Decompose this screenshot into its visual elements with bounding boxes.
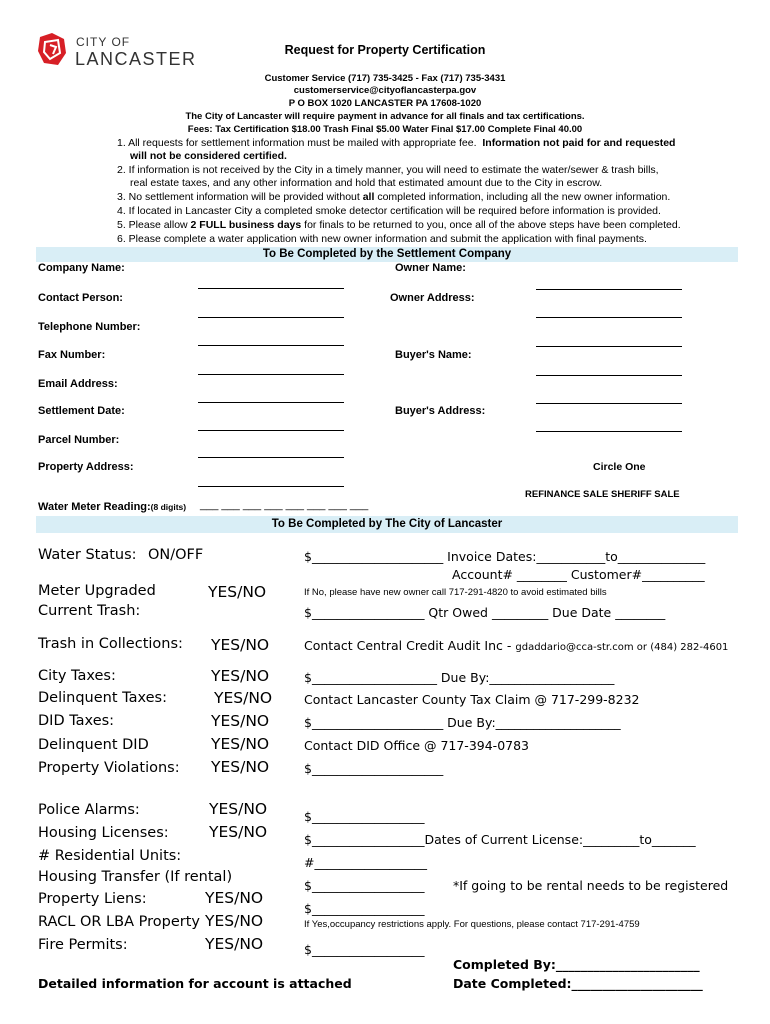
delinquent-taxes-label: Delinquent Taxes: xyxy=(38,690,167,706)
current-trash-label: Current Trash: xyxy=(38,603,141,619)
did-taxes-due-line[interactable]: $_____________________ Due By:____________________ xyxy=(304,715,621,730)
account-line[interactable]: Account# ________ Customer#__________ xyxy=(452,567,705,582)
fire-permits-label: Fire Permits: xyxy=(38,937,128,953)
fax-field[interactable] xyxy=(198,374,344,375)
logo-city-of: CITY OF xyxy=(76,35,131,49)
owner-address-label: Owner Address: xyxy=(390,292,475,304)
service-phone: Customer Service (717) 735-3425 - Fax (717) 735-3431 xyxy=(264,73,506,84)
settlement-heading: To Be Completed by the Settlement Company xyxy=(36,247,738,262)
racl-lba-label: RACL OR LBA Property xyxy=(38,914,200,930)
parcel-number-label: Parcel Number: xyxy=(38,434,120,446)
occupancy-note: If Yes,occupancy restrictions apply. For questions, please contact 717-291-4759 xyxy=(304,919,640,930)
property-violations-yes-no[interactable]: YES/NO xyxy=(211,758,270,776)
racl-lba-yes-no[interactable]: YES/NO xyxy=(205,912,264,930)
water-status-label: Water Status: xyxy=(38,547,137,563)
invoice-line[interactable]: $_____________________ Invoice Dates:___________to______________ xyxy=(304,549,706,564)
fax-label: Fax Number: xyxy=(38,349,106,361)
date-completed[interactable]: Date Completed:_____________________ xyxy=(453,976,703,991)
water-status-value[interactable]: ON/OFF xyxy=(148,547,204,563)
city-heading: To Be Completed by The City of Lancaster xyxy=(36,516,738,533)
rental-note: *If going to be rental needs to be registered xyxy=(453,878,729,893)
instruction-5: 5. Please allow 2 FULL business days for finals to be returned to you, once all of the above steps have been completed. xyxy=(117,219,681,231)
did-taxes-yes-no[interactable]: YES/NO xyxy=(211,712,270,730)
owner-address-field-2[interactable] xyxy=(536,346,682,347)
trash-line[interactable]: $__________________ Qtr Owed _________ Due Date ________ xyxy=(304,605,666,620)
advance-payment: The City of Lancaster will require payment in advance for all finals and tax certifications. xyxy=(185,111,585,122)
meter-reading-blanks[interactable]: ___ ___ ___ ___ ___ ___ ___ ___ xyxy=(200,499,369,511)
buyers-address-field-2[interactable] xyxy=(536,431,682,432)
service-email: customerservice@cityoflancasterpa.gov xyxy=(293,85,477,96)
telephone-label: Telephone Number: xyxy=(38,321,141,333)
owner-name-label: Owner Name: xyxy=(395,262,466,274)
violations-line[interactable]: $_____________________ xyxy=(304,761,444,776)
did-taxes-label: DID Taxes: xyxy=(38,713,115,729)
housing-transfer-line[interactable]: $__________________ xyxy=(304,878,425,893)
water-meter-reading: Water Meter Reading:(8 digits) xyxy=(38,501,187,513)
delinquent-taxes-yes-no[interactable]: YES/NO xyxy=(214,689,273,707)
instruction-2: 2. If information is not received by the City in a timely manner, you will need to estimate the water/sewer & trash bills, xyxy=(117,164,659,176)
meter-upgraded-yes-no[interactable]: YES/NO xyxy=(208,583,267,601)
did-office-contact: Contact DID Office @ 717-394-0783 xyxy=(304,738,529,753)
settlement-date-field[interactable] xyxy=(198,430,344,431)
police-alarms-line[interactable]: $__________________ xyxy=(304,809,425,824)
delinquent-did-label: Delinquent DID xyxy=(38,737,149,753)
central-credit-contact: Contact Central Credit Audit Inc - gdaddario@cca-str.com or (484) 282-4601 xyxy=(304,638,729,653)
city-taxes-yes-no[interactable]: YES/NO xyxy=(211,667,270,685)
delinquent-did-yes-no[interactable]: YES/NO xyxy=(211,735,270,753)
contact-person-label: Contact Person: xyxy=(38,292,123,304)
property-liens-line[interactable]: $__________________ xyxy=(304,901,425,916)
trash-collections-yes-no[interactable]: YES/NO xyxy=(211,636,270,654)
email-label: Email Address: xyxy=(38,378,118,390)
housing-licenses-yes-no[interactable]: YES/NO xyxy=(209,823,268,841)
owner-address-field-1[interactable] xyxy=(536,317,682,318)
property-address-label: Property Address: xyxy=(38,461,134,473)
instruction-6: 6. Please complete a water application with new owner information and submit the application with final payments. xyxy=(117,233,647,245)
logo-lancaster: LANCASTER xyxy=(75,49,197,69)
police-alarms-yes-no[interactable]: YES/NO xyxy=(209,800,268,818)
county-tax-claim: Contact Lancaster County Tax Claim @ 717-299-8232 xyxy=(304,692,640,707)
settlement-date-label: Settlement Date: xyxy=(38,405,125,417)
meter-upgraded-label: Meter Upgraded xyxy=(38,583,156,599)
parcel-number-field[interactable] xyxy=(198,457,344,458)
residential-units-label: # Residential Units: xyxy=(38,848,182,864)
buyers-name-field[interactable] xyxy=(536,375,682,376)
housing-license-line[interactable]: $__________________Dates of Current License:_________to_______ xyxy=(304,832,696,847)
buyers-address-field-1[interactable] xyxy=(536,403,682,404)
city-taxes-label: City Taxes: xyxy=(38,668,116,684)
detailed-info-note: Detailed information for account is attached xyxy=(38,976,352,991)
owner-name-field[interactable] xyxy=(536,289,682,290)
property-violations-label: Property Violations: xyxy=(38,760,180,776)
housing-licenses-label: Housing Licenses: xyxy=(38,825,169,841)
police-alarms-label: Police Alarms: xyxy=(38,802,140,818)
residential-units-line[interactable]: #__________________ xyxy=(304,855,427,870)
email-field[interactable] xyxy=(198,402,344,403)
housing-transfer-label: Housing Transfer (If rental) xyxy=(38,869,233,885)
instruction-1-cont: will not be considered certified. xyxy=(130,150,287,162)
page-title: Request for Property Certification xyxy=(284,43,486,57)
sale-type-options[interactable]: REFINANCE SALE SHERIFF SALE xyxy=(525,489,680,500)
buyers-address-label: Buyer's Address: xyxy=(395,405,486,417)
property-liens-label: Property Liens: xyxy=(38,891,147,907)
instruction-1: 1. All requests for settlement information must be mailed with appropriate fee. Information not paid for and requested xyxy=(117,137,676,149)
buyers-name-label: Buyer's Name: xyxy=(395,349,472,361)
fees: Fees: Tax Certification $18.00 Trash Final $5.00 Water Final $17.00 Complete Final 40.00 xyxy=(187,124,583,135)
contact-person-field[interactable] xyxy=(198,317,344,318)
telephone-field[interactable] xyxy=(198,345,344,346)
instruction-3: 3. No settlement information will be provided without all completed information, including all the new owner information. xyxy=(117,191,671,203)
fire-permits-yes-no[interactable]: YES/NO xyxy=(205,935,264,953)
completed-by[interactable]: Completed By:_______________________ xyxy=(453,957,700,972)
circle-one-label: Circle One xyxy=(593,461,646,473)
company-name-field[interactable] xyxy=(198,288,344,289)
city-taxes-due-line[interactable]: $____________________ Due By:____________________ xyxy=(304,670,615,685)
instruction-2-cont: real estate taxes, and any other information and hold that estimated amount due to the City in escrow. xyxy=(130,177,603,189)
instruction-4: 4. If located in Lancaster City a completed smoke detector certification will be required before information is provided. xyxy=(117,205,661,217)
fire-permits-line[interactable]: $__________________ xyxy=(304,942,425,957)
trash-collections-label: Trash in Collections: xyxy=(38,636,183,652)
property-address-field[interactable] xyxy=(198,486,344,487)
new-owner-note: If No, please have new owner call 717-291-4820 to avoid estimated bills xyxy=(304,587,607,598)
property-liens-yes-no[interactable]: YES/NO xyxy=(205,889,264,907)
company-name-label: Company Name: xyxy=(38,262,125,274)
po-box: P O BOX 1020 LANCASTER PA 17608-1020 xyxy=(288,98,482,109)
